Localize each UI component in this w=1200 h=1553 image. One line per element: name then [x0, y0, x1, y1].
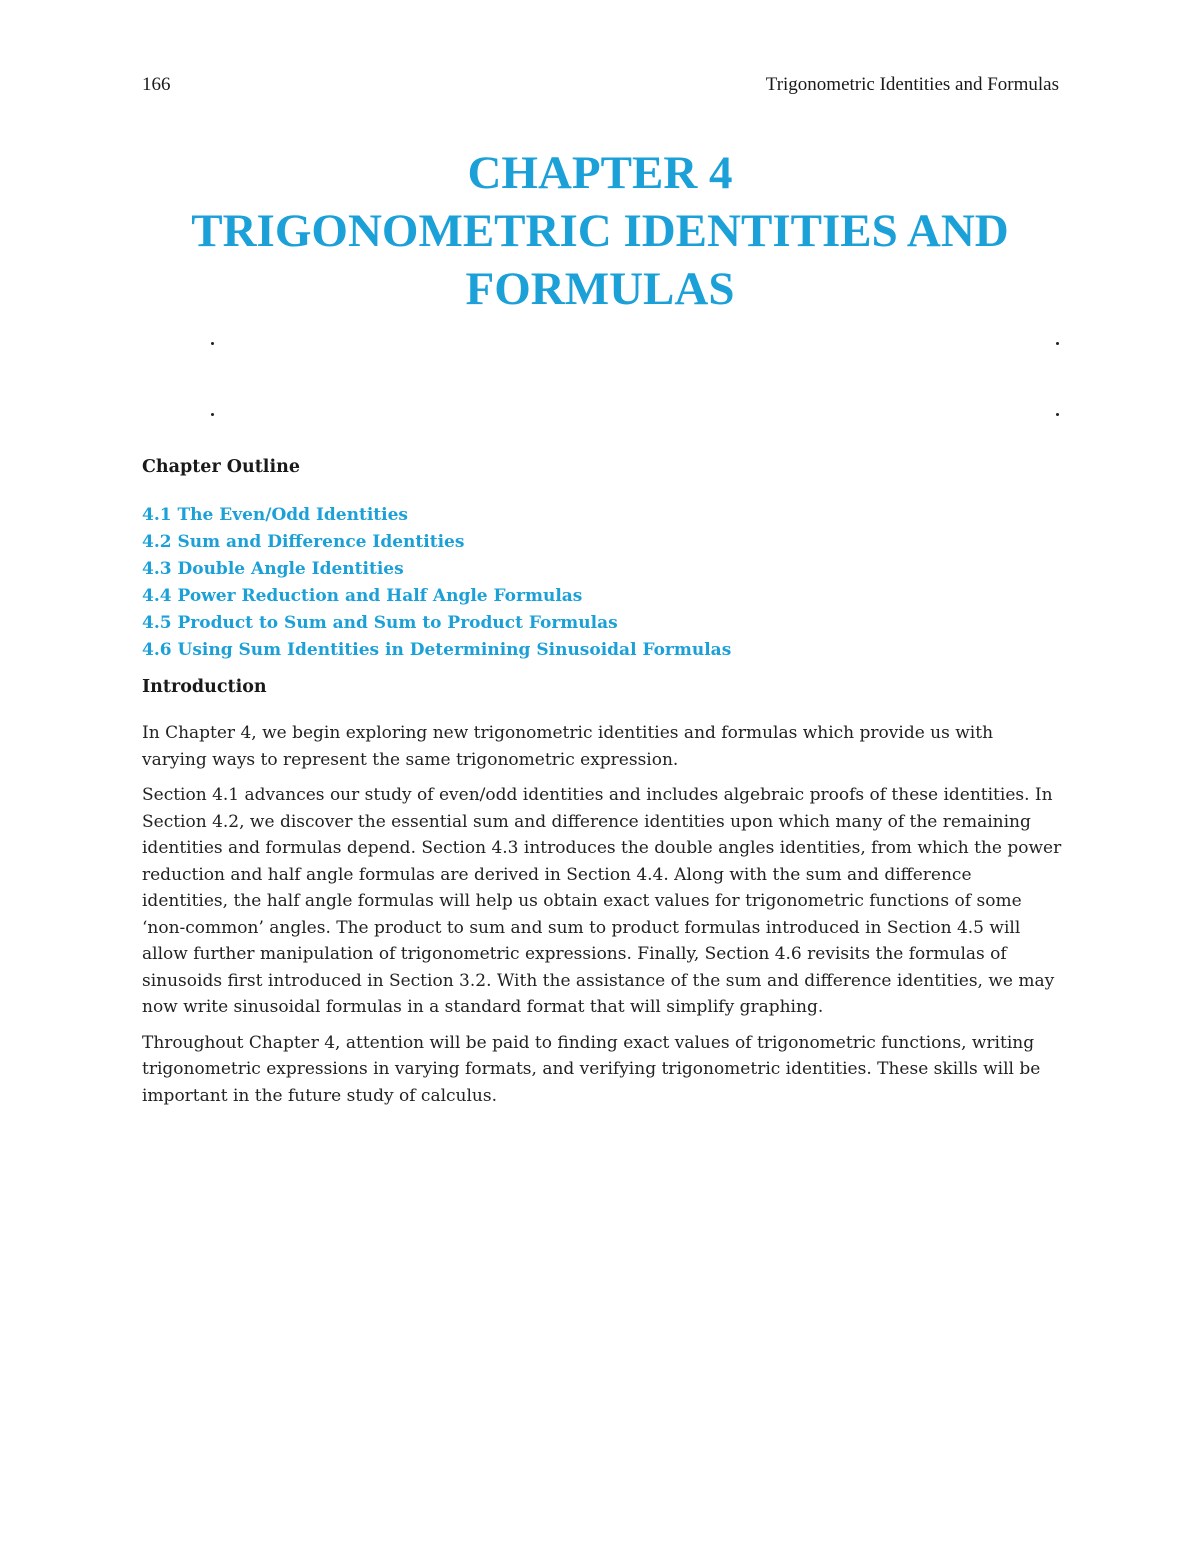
outline-item-4-6[interactable]: 4.6 Using Sum Identities in Determining Sinusoidal Formulas	[142, 640, 732, 660]
decorative-dot	[1056, 342, 1059, 345]
decorative-dot	[1056, 413, 1059, 416]
outline-item-4-2[interactable]: 4.2 Sum and Difference Identities	[142, 532, 465, 552]
outline-item-4-5[interactable]: 4.5 Product to Sum and Sum to Product Formulas	[142, 613, 618, 633]
running-title: Trigonometric Identities and Formulas	[765, 74, 1059, 95]
outline-heading: Chapter Outline	[142, 457, 300, 477]
outline-item-4-4[interactable]: 4.4 Power Reduction and Half Angle Formulas	[142, 586, 583, 606]
main-content	[142, 454, 1062, 1118]
intro-paragraph-1: In Chapter 4, we begin exploring new trigonometric identities and formulas which provide us with varying ways to represent the same trigonometric expression.	[142, 723, 994, 770]
intro-paragraph-3: Throughout Chapter 4, attention will be paid to finding exact values of trigonometric functions, writing trigonometric expressions in varying formats, and verifying trigonometric identities. These skills will be important in the future study of calculus.	[142, 1032, 1041, 1106]
intro-paragraph-2: Section 4.1 advances our study of even/odd identities and includes algebraic proofs of these identities. In Section 4.2, we discover the essential sum and difference identities upon which many of the remaining identities and formulas depend. Section 4.3 introduces the double angles identities, from which the power reduction and half angle formulas are derived in Section 4.4. Along with the sum and difference identities, the half angle formulas will help us obtain exact values for trigonometric functions of some ‘non-common’ angles. The product to sum and sum to product formulas introduced in Section 4.5 will allow further manipulation of trigonometric expressions. Finally, Section 4.6 revisits the formulas of sinusoids first introduced in Section 3.2. With the assistance of the sum and difference identities, we may now write sinusoidal formulas in a standard format that will simplify graphing.	[142, 785, 1062, 1017]
chapter-title-line-2: FORMULAS	[465, 263, 735, 315]
chapter-number: CHAPTER 4	[467, 147, 733, 199]
introduction-heading: Introduction	[142, 677, 267, 697]
decorative-dot	[211, 342, 214, 345]
page-number: 166	[142, 74, 171, 95]
chapter-title-line-1: TRIGONOMETRIC IDENTITIES AND	[191, 205, 1009, 257]
outline-item-4-1[interactable]: 4.1 The Even/Odd Identities	[142, 505, 408, 525]
running-header	[142, 74, 1059, 98]
chapter-outline-list	[142, 502, 1062, 664]
decorative-dot	[211, 413, 214, 416]
chapter-heading	[100, 144, 1100, 318]
outline-item-4-3[interactable]: 4.3 Double Angle Identities	[142, 559, 404, 579]
